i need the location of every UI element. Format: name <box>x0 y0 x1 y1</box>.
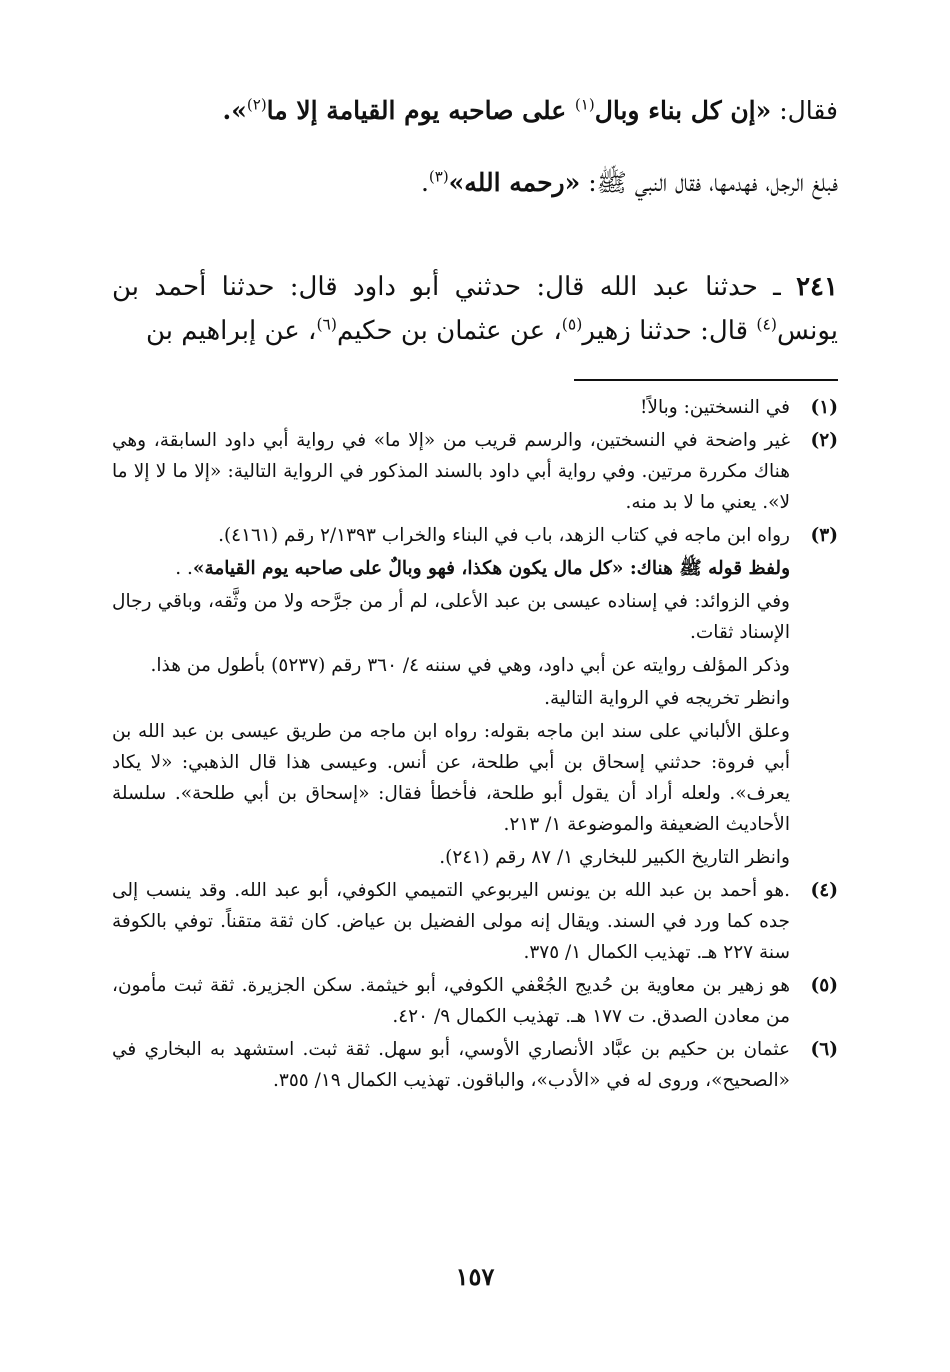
footnote-divider <box>574 379 838 381</box>
footnote-text: رواه ابن ماجه في كتاب الزهد، باب في البناء والخراب ٢/١٣٩٣ رقم (٤١٦١). <box>218 525 790 546</box>
footnote-3-zawaid: وفي الزوائد: في إسناده عيسى بن عبد الأعلى، لم أر من جرَّحه ولا من وثَّقه، وباقي رجال الإسناد ثقات. <box>112 591 790 643</box>
footnote-ref-6[interactable]: (٦) <box>316 315 338 334</box>
footnote-number: (٥) <box>810 975 838 996</box>
footnote-3-wording <box>112 553 838 584</box>
footnote-text: غير واضحة في النسختين، والرسم قريب من «إلا ما» في رواية أبي داود السابقة، وهي هناك مكررة مرتين. وفي رواية أبي داود بالسند المذكور في الرواية التالية: «إلا ما لا إلا ما لا». يعني ما لا بد منه. <box>112 430 790 513</box>
hadith-241 <box>112 265 838 353</box>
hadith-text-2: قال: حدثنا زهير <box>582 316 757 346</box>
footnote-ref-2[interactable]: (٢) <box>246 95 267 114</box>
footnote-2 <box>112 425 838 518</box>
line2-intro: فبلغ الرجل، فهدمها، فقال النبي ﷺ: <box>580 168 838 197</box>
text-line-1 <box>112 93 838 128</box>
footnote-text: .هو أحمد بن عبد الله بن يونس اليربوعي التميمي الكوفي، أبو عبد الله. وقد ينسب إلى جده كما ورد في السند. ويقال إنه مولى الفضيل بن عياض. كان ثقة متقناً. توفي بالكوفة سنة ٢٢٧ هـ. تهذيب الكمال ١/ ٣٧٥. <box>112 880 790 963</box>
line1-quote-end: ». <box>222 96 247 125</box>
footnote-number: (٢) <box>810 430 838 451</box>
line1-quote-start: «إن كل بناء وبال <box>594 96 772 125</box>
footnote-3-see-next: وانظر تخريجه في الرواية التالية. <box>544 688 790 709</box>
line1-quote-mid: على صاحبه يوم القيامة إلا ما <box>266 96 575 125</box>
footnote-ref-3[interactable]: (٣) <box>428 167 449 186</box>
footnote-text: هو زهير بن معاوية بن حُديج الجُعْفي الكوفي، أبو خيثمة. سكن الجزيرة. ثقة ثبت مأمون، من معادن الصدق. ت ١٧٧ هـ. تهذيب الكمال ٩/ ٤٢٠. <box>112 975 790 1027</box>
footnote-ref-4[interactable]: (٤) <box>756 315 777 334</box>
footnote-1 <box>112 392 838 423</box>
footnote-3-albani: وعلق الألباني على سند ابن ماجه بقوله: رواه ابن ماجه من طريق عيسى بن عبد الله بن أبي فروة: حدثني إسحاق بن أبي طلحة، عن أنس. وعيسى هذا قال الذهبي: «لا يكاد يعرف». ولعله أراد أن يقول أبو طلحة، فأخطأ فقال: «إسحاق بن أبي طلحة». سلسلة الأحاديث الضعيفة والموضوعة ١/ ٢١٣. <box>112 721 790 835</box>
footnote-3 <box>112 520 838 551</box>
text-line-2 <box>112 165 838 200</box>
wording-end: . . <box>175 558 193 579</box>
line2-quote: «رحمه الله» <box>448 168 581 197</box>
footnote-3-abudawud: وذكر المؤلف روايته عن أبي داود، وهي في سننه ٤/ ٣٦٠ رقم (٥٢٣٧) بأطول من هذا. <box>150 655 790 676</box>
hadith-text-4: ، عن إبراهيم بن <box>146 316 317 346</box>
wording-quote: «كل مال يكون هكذا، فهو وبالٌ على صاحبه يوم القيامة» <box>192 558 624 579</box>
footnote-text: عثمان بن حكيم بن عبَّاد الأنصاري الأوسي، أبو سهل. ثقة ثبت. استشهد به البخاري في «الصحيح»، وروى له في «الأدب»، والباقون. تهذيب الكمال ١٩/ ٣٥٥. <box>112 1039 790 1091</box>
hadith-number: ٢٤١ <box>796 272 838 302</box>
hadith-text-1: ـ حدثنا عبد الله قال: حدثني أبو داود قال: حدثنا أحمد بن يونس <box>112 272 838 346</box>
footnote-number: (٤) <box>810 880 838 901</box>
footnote-6 <box>112 1034 838 1096</box>
footnote-ref-1[interactable]: (١) <box>574 95 595 114</box>
footnote-5 <box>112 970 838 1032</box>
line2-end: . <box>420 168 429 197</box>
line1-intro: فقال: <box>771 96 838 125</box>
page-number: ١٥٧ <box>455 1262 495 1291</box>
footnotes <box>112 392 838 1098</box>
wording-intro: ولفظ قوله ﷺ هناك: <box>623 558 790 579</box>
footnote-ref-5[interactable]: (٥) <box>561 315 583 334</box>
hadith-text-3: ، عن عثمان بن حكيم <box>337 316 562 346</box>
footnote-number: (١) <box>810 397 838 418</box>
footnote-3-bukhari: وانظر التاريخ الكبير للبخاري ١/ ٨٧ رقم (٢٤١). <box>439 847 790 868</box>
footnote-number: (٦) <box>810 1039 838 1060</box>
footnote-text: في النسختين: وبالاً! <box>639 397 790 418</box>
footnote-4 <box>112 875 838 968</box>
footnote-number: (٣) <box>810 525 838 546</box>
